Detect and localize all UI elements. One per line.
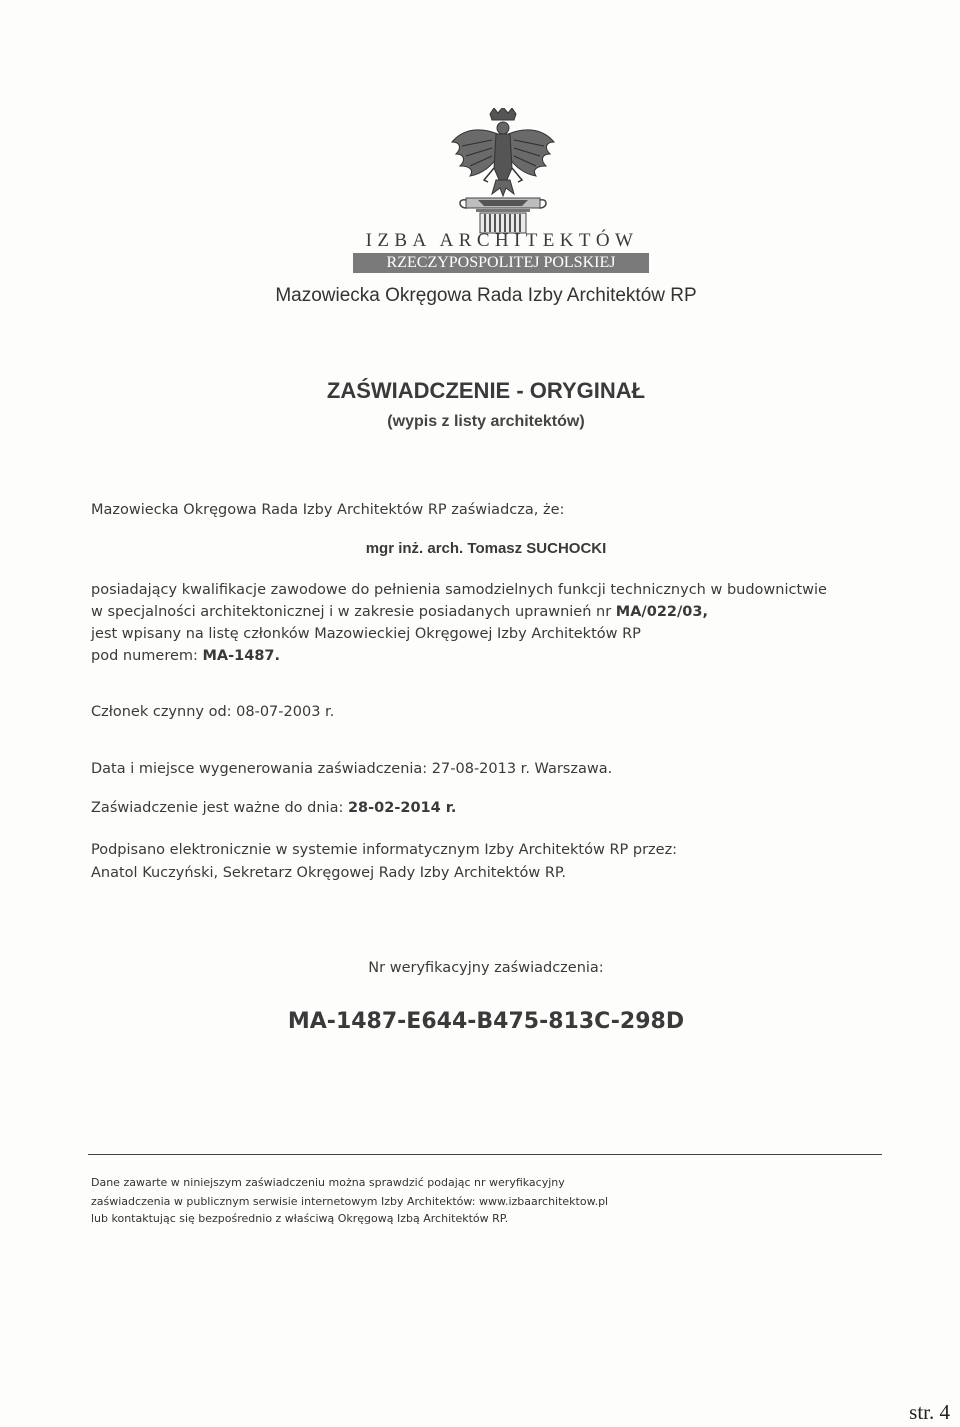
qualification-text: w specjalności architektonicznej i w zakresie posiadanych uprawnień nr <box>91 604 616 620</box>
certificate-title: ZAŚWIADCZENIE - ORYGINAŁ <box>326 378 646 403</box>
membership-line: jest wpisany na listę członków Mazowieckiej Okręgowej Izby Architektów RP <box>91 626 641 642</box>
org-name-line1: IZBA ARCHITEKTÓW <box>365 230 639 251</box>
validity-date: 28-02-2014 r. <box>347 800 457 816</box>
verification-code: MA-1487-E644-B475-813C-298D <box>287 1009 685 1034</box>
signature-line-1: Podpisano elektronicznie w systemie informatycznym Izby Architektów RP przez: <box>91 842 678 858</box>
page-number: str. 4 <box>909 1400 950 1424</box>
person-name: mgr inż. arch. Tomasz SUCHOCKI <box>365 540 607 557</box>
org-name-line2: RZECZYPOSPOLITEJ POLSKIEJ <box>353 253 649 273</box>
verification-label: Nr weryfikacyjny zaświadczenia: <box>368 960 604 976</box>
footer-divider <box>88 1154 882 1155</box>
qualification-line-2 <box>91 604 708 620</box>
license-number: MA/022/03, <box>615 604 708 620</box>
validity-label: Zaświadczenie jest ważne do dnia: <box>91 800 348 816</box>
footer-note-line-1: Dane zawarte w niniejszym zaświadczeniu można sprawdzić podając nr weryfikacyjny <box>91 1176 565 1189</box>
footer-note-line-2: zaświadczenia w publicznym serwisie internetowym Izby Architektów: www.izbaarchitektow.pl <box>91 1195 609 1208</box>
member-number-line <box>91 648 280 664</box>
generation-date-place: Data i miejsce wygenerowania zaświadczenia: 27-08-2013 r. Warszawa. <box>91 761 613 777</box>
validity-line <box>91 800 456 816</box>
polish-eagle-emblem-icon <box>448 108 558 234</box>
attestation-intro: Mazowiecka Okręgowa Rada Izby Architektów RP zaświadcza, że: <box>91 502 565 518</box>
certificate-subtitle: (wypis z listy architektów) <box>387 413 585 430</box>
qualification-line-1: posiadający kwalifikacje zawodowe do pełnienia samodzielnych funkcji technicznych w budownictwie <box>91 582 827 598</box>
member-number: MA-1487. <box>202 648 281 664</box>
footer-note-line-3: lub kontaktując się bezpośrednio z właściwą Okręgową Izbą Architektów RP. <box>91 1212 509 1225</box>
member-since: Członek czynny od: 08-07-2003 r. <box>91 704 335 720</box>
member-number-label: pod numerem: <box>91 648 203 664</box>
signature-line-2: Anatol Kuczyński, Sekretarz Okręgowej Rady Izby Architektów RP. <box>91 865 567 881</box>
council-header: Mazowiecka Okręgowa Rada Izby Architektów RP <box>275 285 697 306</box>
